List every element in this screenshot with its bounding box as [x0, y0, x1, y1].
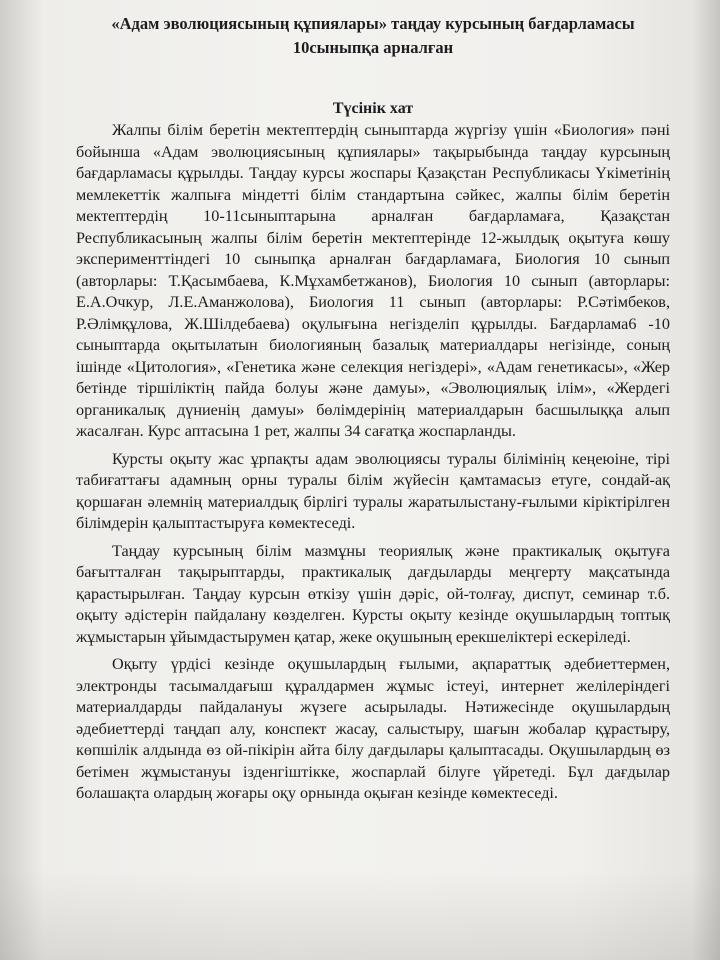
- section-heading: Түсінік хат: [332, 100, 414, 117]
- paragraph-3: Таңдау курсының білім мазмұны теориялық және практикалық оқытуға бағытталған тақырыптарды, практикалық дағдыларды меңгерту мақсатында қарастырылған. Таңдау курсын өткізу үшін дәріс, ой-толғау, диспут, семинар т.б. оқыту әдістерін пайдалану көзделген. Курсты оқыту кезінде оқушылардың топтық жұмыстарын ұйымдастырумен қатар, жеке оқушының ерекшеліктері ескеріледі.: [76, 541, 670, 646]
- paragraph-2: Курсты оқыту жас ұрпақты адам эволюциясы туралы білімінің кеңеюіне, тірі табиғаттағы адамның орны туралы білім жүйесін қамтамасыз етуге, сондай-ақ қоршаған әлемнің материалдық бірлігі туралы жаратылыстану-ғылыми кіріктірілген білімдерін қалыптастыруға көмектеседі.: [76, 449, 670, 532]
- document-title-line-2: 10сыныпқа арналған: [292, 38, 454, 57]
- document-title-line-1: «Адам эволюциясының құпиялары» таңдау курсының бағдарламасы: [111, 14, 635, 33]
- paragraph-1: Жалпы білім беретін мектептердің сыныптарда жүргізу үшін «Биология» пәні бойынша «Адам эволюциясының құпиялары» тақырыбында таңдау курсының бағдарламасы құрылды. Таңдау курсы жоспары Қазақстан Республикасы Үкіметінің мемлекеттік жалпыға міндетті білім стандартына сәйкес, жалпы білім беретін мектептердің 10-11сыныптарына арналған бағдарламаға, Қазақстан Республикасының жалпы білім беретін мектептерінде 12-жылдық оқытуға көшу эксперименттіндегі 10 сыныпқа арналған бағдарламаға, Биология 10 сынып (авторлары: Т.Қасымбаева, К.Мұхамбетжанов), Биология 10 сынып (авторлары: Е.А.Очкур, Л.Е.Аманжолова), Биология 11 сынып (авторлары: Р.Сәтімбеков, Р.Әлімқұлова, Ж.Шілдебаева) оқулығына негізделіп құрылды. Бағдарлама6 -10 сыныптарда оқытылатын биологияның базалық материалдары негізінде, соның ішінде «Цитология», «Генетика және селекция негіздері», «Адам генетикасы», «Жер бетінде тіршіліктің пайда болуы және дамуы», «Эволюциялық ілім», «Жердегі органикалық дүниенің дамуы» бөлімдерінің материалдарын басшылыққа алып жасалған. Курс аптасына 1 рет, жалпы 34 сағатқа жоспарланды.: [76, 121, 670, 440]
- paragraph-4: Оқыту үрдісі кезінде оқушылардың ғылыми, ақпараттық әдебиеттермен, электронды тасымалдағыш құралдармен жұмыс істеуі, интернет желілеріндегі материалдарды пайдалануы жүзеге асырылады. Нәтижесінде оқушылардың әдебиеттерді таңдап алу, конспект жасау, салыстыру, шағын жобалар құрастыру, көпшілік алдында өз ой-пікірін айта білу дағдылары қалыптасады. Оқушылардың өз бетімен жұмыстануы ізденгіштікке, жоспарлай білуге үйретеді. Бұл дағдылар болашақта олардың жоғары оқу орнында оқыған кезінде көмектеседі.: [76, 655, 670, 802]
- document-body: [76, 12, 670, 805]
- paper-shadow-right: [692, 0, 720, 960]
- paper-shadow-bottom: [0, 870, 720, 960]
